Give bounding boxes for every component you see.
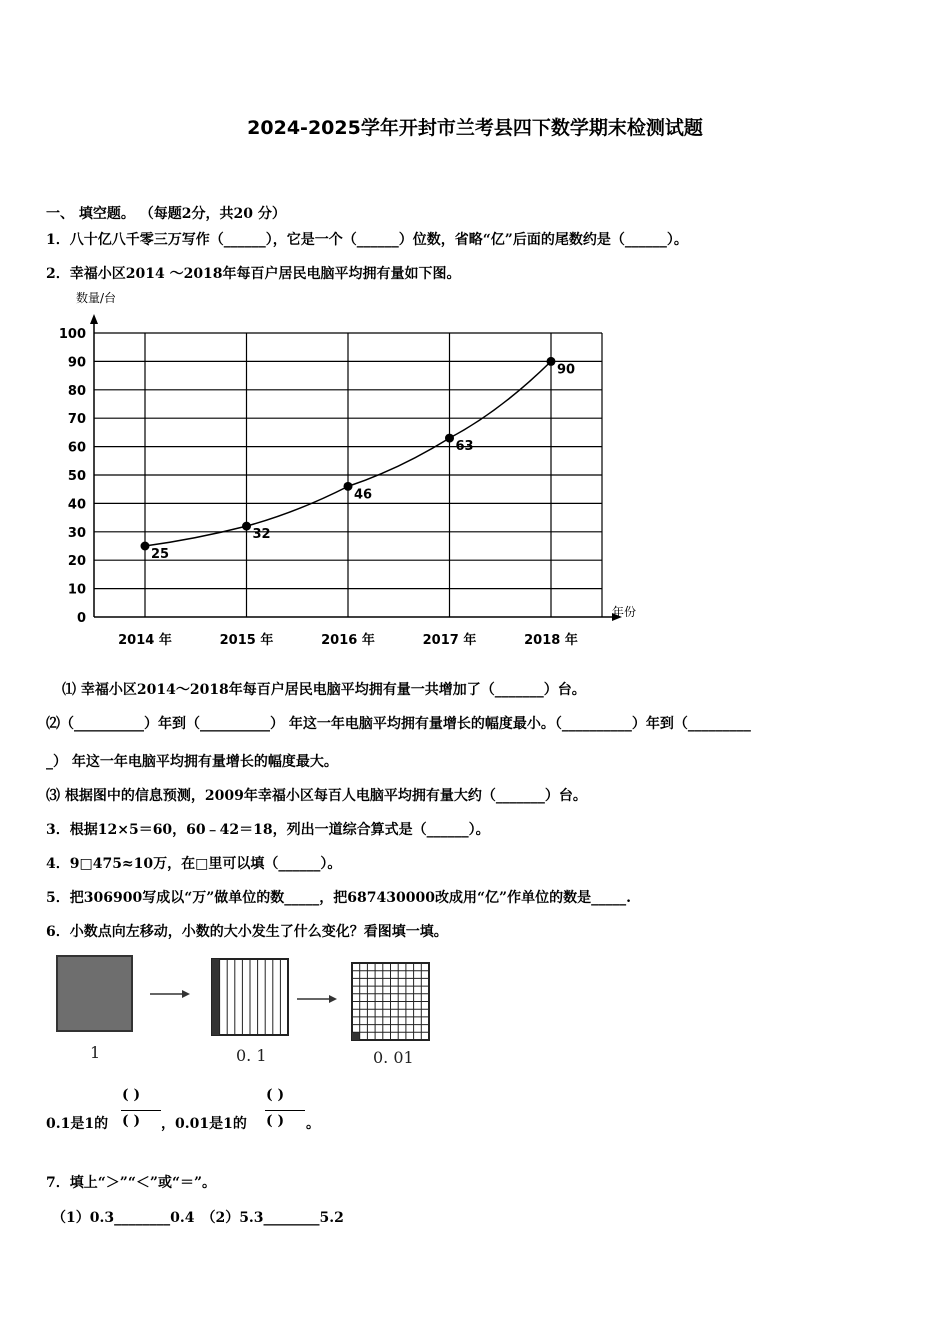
hundredths-figure: [351, 962, 431, 1042]
y-tick-label: 40: [67, 497, 86, 513]
fraction-2-numerator: ( ): [266, 1087, 285, 1103]
y-tick-label: 0: [76, 611, 86, 626]
y-tick-label: 90: [67, 355, 86, 371]
data-label: 32: [252, 527, 271, 543]
x-axis-label: 年份: [611, 605, 636, 619]
question-4: 4．9□475≈10万，在□里可以填（______）。: [46, 856, 342, 872]
fraction-text-a: 0.1是1的: [46, 1116, 109, 1132]
x-tick-label: 2014 年: [118, 633, 172, 648]
whole-square-figure: [56, 955, 134, 1033]
x-tick-label: 2015 年: [219, 633, 274, 648]
y-tick-label: 80: [67, 383, 86, 399]
question-6: 6．小数点向左移动，小数的大小发生了什么变化？看图填一填。: [46, 924, 448, 940]
data-point: [141, 542, 150, 551]
figure-label-0-01: 0. 01: [373, 1048, 414, 1067]
section-heading: 一、 填空题。 （每题2分，共20 分）: [46, 206, 286, 222]
chart-grid: [94, 333, 602, 617]
question-2-sub-2a: ⑵（__________）年到（__________） 年这一年电脑平均拥有量增长的幅度最小。（__________）年到（_________: [46, 716, 751, 732]
x-tick-label: 2017 年: [422, 633, 477, 648]
data-label: 25: [151, 547, 170, 562]
data-point: [445, 434, 454, 443]
question-3: 3．根据12×5＝60，60﹣42＝18，列出一道综合算式是（______）。: [46, 822, 490, 838]
question-2: 2．幸福小区2014 ～2018年每百户居民电脑平均拥有量如下图。: [46, 266, 461, 282]
fraction-text-c: 。: [306, 1116, 320, 1132]
question-2-sub-2b: _） 年这一年电脑平均拥有量增长的幅度最大。: [46, 754, 338, 770]
data-point: [547, 357, 556, 366]
arrow-icon: [297, 992, 337, 1006]
x-tick-label: 2018 年: [524, 633, 578, 648]
data-point: [242, 522, 251, 531]
fraction-2-bar: [265, 1110, 305, 1111]
chart-axes: [90, 314, 622, 621]
question-2-sub-3: ⑶ 根据图中的信息预测，2009年幸福小区每百人电脑平均拥有量大约（_______）台。: [46, 788, 587, 804]
question-1: 1．八十亿八千零三万写作（______），它是一个（______）位数，省略“亿”后面的尾数约是（______）。: [46, 232, 688, 248]
page-title: 2024-2025学年开封市兰考县四下数学期末检测试题: [247, 117, 703, 139]
question-2-sub-1: ⑴ 幸福小区2014～2018年每百户居民电脑平均拥有量一共增加了（_______）台。: [62, 682, 586, 698]
question-5: 5．把306900写成以“万”做单位的数_____，把687430000改成用“亿”作单位的数是_____.: [46, 890, 631, 906]
x-tick-label: 2016 年: [321, 633, 375, 648]
fraction-1-numerator: ( ): [122, 1087, 141, 1103]
fraction-2-denominator: ( ): [266, 1113, 285, 1129]
y-tick-label: 100: [58, 327, 86, 342]
y-tick-label: 60: [67, 440, 86, 456]
tenths-figure: [211, 958, 291, 1038]
y-axis-label: 数量/台: [76, 291, 117, 305]
data-label: 63: [455, 439, 474, 455]
y-tick-label: 30: [67, 525, 86, 541]
y-tick-label: 50: [67, 469, 86, 484]
arrow-icon: [150, 987, 190, 1001]
fraction-1-bar: [121, 1110, 161, 1111]
fraction-1-denominator: ( ): [122, 1113, 141, 1129]
y-tick-label: 20: [67, 554, 86, 570]
data-point: [344, 482, 353, 491]
figure-label-0-1: 0. 1: [236, 1046, 267, 1065]
line-chart: [46, 286, 646, 656]
y-tick-label: 10: [67, 582, 86, 598]
y-tick-label: 70: [67, 412, 86, 428]
question-7: 7．填上“＞”“＜”或“＝”。: [46, 1175, 217, 1191]
fraction-text-b: ，0.01是1的: [161, 1116, 247, 1132]
data-label: 90: [557, 362, 576, 378]
figure-label-1: 1: [90, 1043, 101, 1062]
question-7-items: （1）0.3________0.4 （2）5.3________5.2: [52, 1210, 344, 1226]
data-label: 46: [354, 487, 373, 503]
